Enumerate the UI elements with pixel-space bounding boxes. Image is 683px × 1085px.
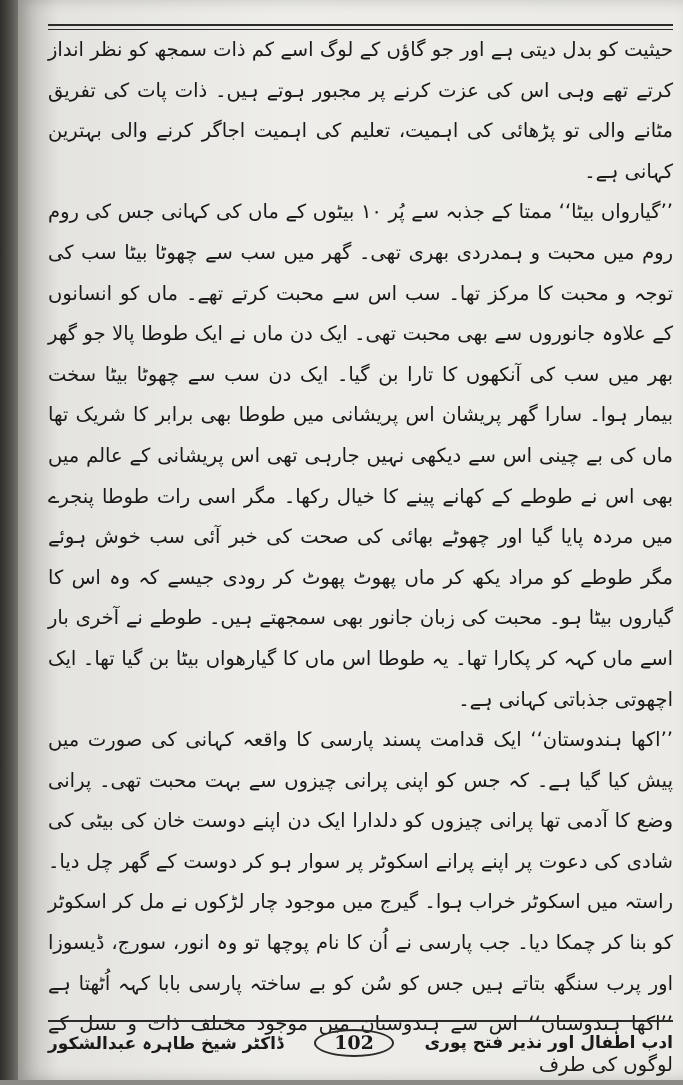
- page-number: 102: [314, 1029, 394, 1057]
- paragraph-2: ’’گیارواں بیٹا‘‘ ممتا کے جذبہ سے پُر ۱۰ بیٹوں کے ماں کی کہانی جس کی روم روم میں محبت و ہمدردی بھری تھی۔ گھر میں سب سے چھوٹا بیٹا سب کی توجہ و محبت کا مرکز تھا۔ سب اس سے محبت کرتے تھے۔ ماں کو انسانوں کے علاوہ جانوروں سے بھی محبت تھی۔ ایک دن ماں نے ایک طوطا پالا جو گھر بھر میں سب کی آنکھوں کا تارا بن گیا۔ ایک دن سب سے چھوٹا بیٹا سخت بیمار ہوا۔ سارا گھر پریشان اس پریشانی میں طوطا بھی برابر کا شریک تھا ماں کی بے چینی اس سے دیکھی نہیں جارہی تھی اس پریشانی کے عالم میں بھی اس نے طوطے کے کھانے پینے کا خیال رکھا۔ مگر اسی رات طوطا پنجرے میں مردہ پایا گیا اور چھوٹے بھائی کی صحت کی خبر آئی سب خوش ہوئے مگر طوطے کو مراد یکھ کر ماں پھوٹ پھوٹ کر رودی جیسے کہ وہ اس کا گیاروں بیٹا ہو۔ محبت کی زبان جانور بھی سمجھتے ہیں۔ طوطے نے آخری بار اسے ماں کہہ کر پکارا تھا۔ یہ طوطا اس ماں کا گیارھواں بیٹا بن گیا تھا۔ ایک اچھوتی جذباتی کہانی ہے۔: [48, 200, 673, 711]
- header-rule: [48, 24, 673, 26]
- footer-author: ڈاکٹر شیخ طاہرہ عبدالشکور: [48, 1033, 284, 1054]
- footer-book-title: ادب اطفال اور نذیر فتح پوری: [424, 1033, 673, 1053]
- page-body: [48, 30, 673, 1085]
- page-footer: [48, 1022, 673, 1064]
- book-page: [18, 0, 683, 1080]
- paragraph-1: حیثیت کو بدل دیتی ہے اور جو گاؤں کے لوگ اسے کم ذات سمجھ کو نظر انداز کرتے تھے وہی اس کی عزت کرنے پر مجبور ہوتے ہیں۔ ذات پات کی تفریق مٹانے والی تو پڑھائی کی اہمیت، تعلیم کی اہمیت اجاگر کرنے والی بہترین کہانی ہے۔: [48, 38, 673, 183]
- paragraph-3: ’’اکھا ہندوستان‘‘ ایک قدامت پسند پارسی کا واقعہ کہانی کی صورت میں پیش کیا گیا ہے۔ کہ جس کو اپنی پرانی چیزوں سے بہت محبت تھی۔ پرانی وضع کا آدمی تھا پرانی چیزوں کو دلدارا ایک دن اپنے دوست خان کی بیٹی کی شادی کی دعوت پر اپنے پرانے اسکوٹر پر سوار ہو کر دوست کے گھر چل دیا۔ راستہ میں اسکوٹر خراب ہوا۔ گیرج میں موجود چار لڑکوں نے مل کر اسکوٹر کو بنا کر چمکا دیا۔ جب پارسی نے اُن کا نام پوچھا تو وہ انور، سورج، ڈیسوزا اور پرب سنگھ بتاتے ہیں جس کو سُن کو بے ساختہ پارسی بابا کہہ اُٹھتا ہے ’’اکھا ہندوستان‘‘ اس سے ہندوستان میں موجود مختلف ذات و نسل کے لوگوں کی طرف: [48, 728, 673, 1076]
